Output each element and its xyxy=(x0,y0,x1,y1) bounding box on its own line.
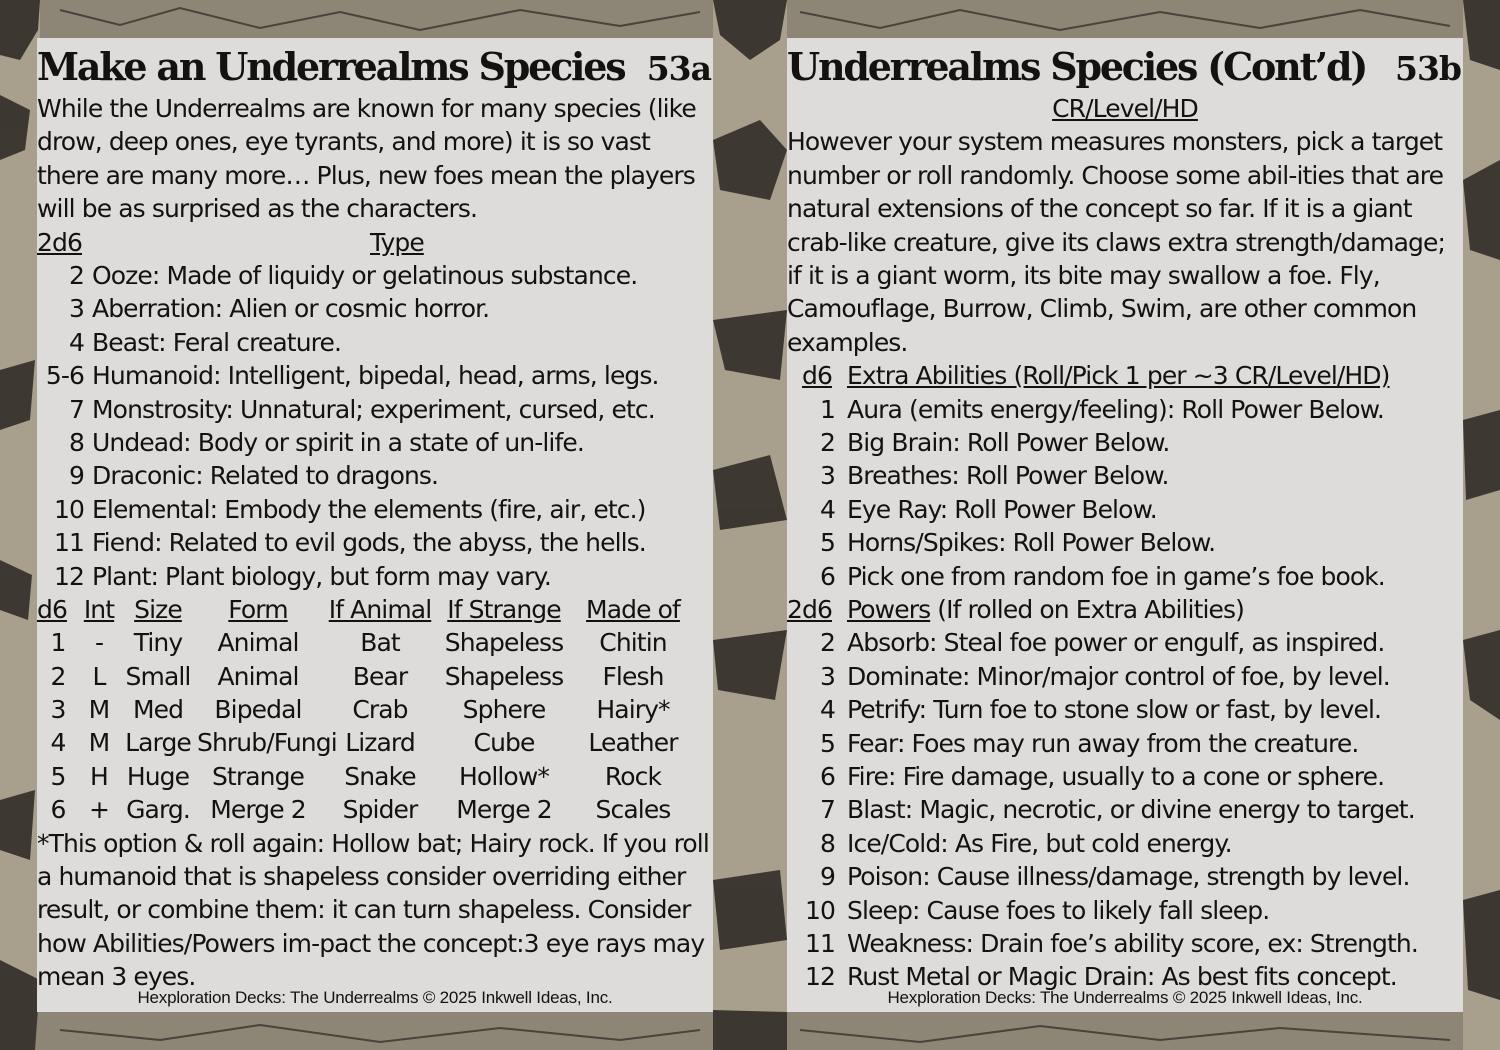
card-53b xyxy=(787,38,1463,1012)
card-b-body xyxy=(787,92,1463,994)
result-cell: Eye Ray: Roll Power Below. xyxy=(847,494,1157,524)
attr-cell: Bat xyxy=(360,628,400,658)
roll-cell: 5 xyxy=(819,728,835,758)
card-b-footer: Hexploration Decks: The Underrealms © 2025 Inkwell Ideas, Inc. xyxy=(887,988,1363,1007)
roll-cell: 4 xyxy=(68,327,84,357)
attr-cell: 1 xyxy=(50,628,66,658)
attr-cell: Hairy* xyxy=(596,695,670,725)
card-b-title-row xyxy=(787,42,1463,92)
roll-cell: 3 xyxy=(68,294,84,324)
attr-cell: Huge xyxy=(126,761,190,791)
table-row xyxy=(787,693,1463,726)
roll-cell: 2 xyxy=(68,261,84,291)
attr-header-cell: If Strange xyxy=(447,594,561,624)
attr-cell: 2 xyxy=(50,661,66,691)
attr-cell: Shrub/Fungi xyxy=(197,728,337,758)
result-cell: Monstrosity: Unnatural; experiment, cursed, etc. xyxy=(92,394,655,424)
table-row xyxy=(787,827,1463,860)
attr-cell: Sphere xyxy=(462,695,546,725)
attr-cell: Hollow* xyxy=(459,761,549,791)
roll-cell: 4 xyxy=(819,494,835,524)
card-a-title-row xyxy=(37,42,713,92)
table-row xyxy=(787,727,1463,760)
roll-cell: 5 xyxy=(819,528,835,558)
result-cell: Undead: Body or spirit in a state of un-life. xyxy=(92,427,584,457)
attr-header-cell: If Animal xyxy=(328,594,432,624)
attr-cell: Chitin xyxy=(599,628,667,658)
type-table-header xyxy=(37,226,713,259)
attr-cell: Bipedal xyxy=(214,695,302,725)
attr-cell: 5 xyxy=(50,761,66,791)
powers-text-header: Powers xyxy=(847,594,931,624)
roll-cell: 5-6 xyxy=(45,361,84,391)
roll-cell: 7 xyxy=(819,795,835,825)
roll-cell: 8 xyxy=(819,828,835,858)
attr-cell: Animal xyxy=(217,661,299,691)
result-cell: Ooze: Made of liquidy or gelatinous substance. xyxy=(92,261,638,291)
attr-cell: Crab xyxy=(352,695,408,725)
result-cell: Horns/Spikes: Roll Power Below. xyxy=(847,528,1216,558)
abilities-table xyxy=(787,393,1463,593)
roll-cell: 6 xyxy=(819,761,835,791)
powers-roll-header: 2d6 xyxy=(787,594,832,624)
attr-cell: Shapeless xyxy=(444,661,564,691)
table-row xyxy=(37,393,713,426)
attr-header-cell: Made of xyxy=(586,594,680,624)
card-a-outro: *This option & roll again: Hollow bat; Hairy rock. If you roll a humanoid that is shapeless consider overriding either result, or combine them: it can turn shapeless. Consider how Abilities/Powers im-pact the concept:3 eye rays may mean 3 eyes. xyxy=(37,828,709,992)
attr-cell: Merge 2 xyxy=(456,795,552,825)
result-cell: Elemental: Embody the elements (fire, air, etc.) xyxy=(92,494,646,524)
result-cell: Sleep: Cause foes to likely fall sleep. xyxy=(847,895,1270,925)
table-row xyxy=(787,459,1463,492)
result-cell: Poison: Cause illness/damage, strength by level. xyxy=(847,862,1410,892)
attr-cell: Shapeless xyxy=(444,628,564,658)
attr-cell: Spider xyxy=(342,795,418,825)
powers-table-header xyxy=(787,593,1463,626)
type-text-header: Type xyxy=(370,227,424,257)
table-row xyxy=(37,426,713,459)
type-roll-header: 2d6 xyxy=(37,227,82,257)
table-row xyxy=(37,359,713,392)
table-row xyxy=(787,927,1463,960)
result-cell: Absorb: Steal foe power or engulf, as inspired. xyxy=(847,628,1385,658)
roll-cell: 3 xyxy=(819,461,835,491)
result-cell: Fear: Foes may run away from the creature. xyxy=(847,728,1359,758)
abilities-roll-header: d6 xyxy=(802,361,832,391)
roll-cell: 4 xyxy=(819,695,835,725)
roll-cell: 3 xyxy=(819,661,835,691)
table-row xyxy=(787,526,1463,559)
attr-cell: Merge 2 xyxy=(210,795,306,825)
attr-header-cell: Form xyxy=(228,594,288,624)
attr-cell: Med xyxy=(132,695,184,725)
attr-cell: Garg. xyxy=(126,795,190,825)
card-b-title: Underrealms Species (Cont’d) xyxy=(787,44,1367,89)
result-cell: Aberration: Alien or cosmic horror. xyxy=(92,294,490,324)
abilities-table-header xyxy=(787,359,1463,392)
result-cell: Draconic: Related to dragons. xyxy=(92,461,439,491)
attr-cell: Snake xyxy=(344,761,416,791)
attr-cell: + xyxy=(88,795,110,825)
powers-table xyxy=(787,626,1463,993)
abilities-text-header: Extra Abilities (Roll/Pick 1 per ~3 CR/Level/HD) xyxy=(847,361,1390,391)
roll-cell: 10 xyxy=(53,494,84,524)
attr-cell: Strange xyxy=(211,761,305,791)
result-cell: Pick one from random foe in game’s foe book. xyxy=(847,561,1385,591)
attr-header-cell: Size xyxy=(134,594,182,624)
roll-cell: 11 xyxy=(804,928,835,958)
attr-cell: 4 xyxy=(50,728,66,758)
result-cell: Beast: Feral creature. xyxy=(92,327,342,357)
card-a-body xyxy=(37,92,713,994)
attr-cell: Cube xyxy=(473,728,535,758)
attr-cell: Rock xyxy=(604,761,662,791)
table-row xyxy=(37,259,713,292)
attr-header-cell: Int xyxy=(83,594,115,624)
roll-cell: 7 xyxy=(68,394,84,424)
result-cell: Blast: Magic, necrotic, or divine energy to target. xyxy=(847,795,1415,825)
attr-cell: Lizard xyxy=(345,728,415,758)
table-row xyxy=(37,526,713,559)
result-cell: Big Brain: Roll Power Below. xyxy=(847,428,1170,458)
roll-cell: 2 xyxy=(819,428,835,458)
roll-cell: 8 xyxy=(68,427,84,457)
card-b-number: 53b xyxy=(1395,49,1461,88)
attr-header-cell: d6 xyxy=(37,594,67,624)
table-row xyxy=(787,660,1463,693)
attribute-table xyxy=(37,593,713,827)
table-row xyxy=(37,560,713,593)
table-row xyxy=(787,493,1463,526)
table-row xyxy=(787,626,1463,659)
attr-cell: Large xyxy=(125,728,191,758)
roll-cell: 12 xyxy=(53,561,84,591)
result-cell: Breathes: Roll Power Below. xyxy=(847,461,1169,491)
attr-cell: 3 xyxy=(50,695,66,725)
attr-cell: Animal xyxy=(217,628,299,658)
result-cell: Plant: Plant biology, but form may vary. xyxy=(92,561,551,591)
attr-cell: Tiny xyxy=(133,628,183,658)
table-row xyxy=(787,860,1463,893)
roll-cell: 12 xyxy=(804,962,835,992)
card-a-number: 53a xyxy=(646,49,711,88)
type-table xyxy=(37,259,713,593)
card-b-intro: However your system measures monsters, pick a target number or roll randomly. Choose some abil-ities that are natural extensions of the concept so far. If it is a giant crab-like creature, give its claws extra strength/damage; if it is a giant worm, its bite may swallow a foe. Fly, Camouflage, Burrow, Climb, Swim, are other common examples. xyxy=(787,127,1445,357)
attr-cell: Leather xyxy=(588,728,678,758)
card-a-intro: While the Underrealms are known for many species (like drow, deep ones, eye tyrants, and more) it is so vast there are many more… Plus, new foes mean the players will be as surprised as the characters. xyxy=(37,94,696,224)
powers-text-header-note: (If rolled on Extra Abilities) xyxy=(930,594,1244,624)
table-row xyxy=(787,393,1463,426)
table-row xyxy=(37,326,713,359)
roll-cell: 11 xyxy=(53,528,84,558)
roll-cell: 6 xyxy=(819,561,835,591)
card-53a xyxy=(37,38,713,1012)
table-row xyxy=(37,292,713,325)
attr-cell: 6 xyxy=(50,795,66,825)
result-cell: Fire: Fire damage, usually to a cone or sphere. xyxy=(847,761,1385,791)
roll-cell: 10 xyxy=(804,895,835,925)
result-cell: Fiend: Related to evil gods, the abyss, the hells. xyxy=(92,528,646,558)
roll-cell: 9 xyxy=(819,862,835,892)
result-cell: Humanoid: Intelligent, bipedal, head, arms, legs. xyxy=(92,361,659,391)
result-cell: Ice/Cold: As Fire, but cold energy. xyxy=(847,828,1232,858)
card-b-subhead: CR/Level/HD xyxy=(1052,94,1198,123)
attr-cell: Flesh xyxy=(602,661,664,691)
attr-cell: Bear xyxy=(352,661,408,691)
roll-cell: 2 xyxy=(819,628,835,658)
table-row xyxy=(787,760,1463,793)
result-cell: Aura (emits energy/feeling): Roll Power Below. xyxy=(847,394,1384,424)
attr-cell: M xyxy=(88,728,110,758)
attr-cell: L xyxy=(92,661,106,691)
attr-cell: - xyxy=(94,628,104,658)
table-row xyxy=(787,560,1463,593)
card-a-title: Make an Underrealms Species xyxy=(37,44,625,89)
attr-cell: M xyxy=(88,695,110,725)
table-row xyxy=(787,793,1463,826)
attr-cell: Scales xyxy=(595,795,671,825)
roll-cell: 1 xyxy=(819,394,835,424)
result-cell: Rust Metal or Magic Drain: As best fits concept. xyxy=(847,962,1397,992)
attr-cell: Small xyxy=(125,661,191,691)
table-row xyxy=(37,493,713,526)
result-cell: Dominate: Minor/major control of foe, by level. xyxy=(847,661,1390,691)
table-row xyxy=(37,459,713,492)
card-a-footer: Hexploration Decks: The Underrealms © 2025 Inkwell Ideas, Inc. xyxy=(137,988,613,1007)
result-cell: Petrify: Turn foe to stone slow or fast, by level. xyxy=(847,695,1382,725)
table-row xyxy=(787,894,1463,927)
roll-cell: 9 xyxy=(68,461,84,491)
table-row xyxy=(787,426,1463,459)
attr-cell: H xyxy=(90,761,108,791)
result-cell: Weakness: Drain foe’s ability score, ex: Strength. xyxy=(847,928,1418,958)
